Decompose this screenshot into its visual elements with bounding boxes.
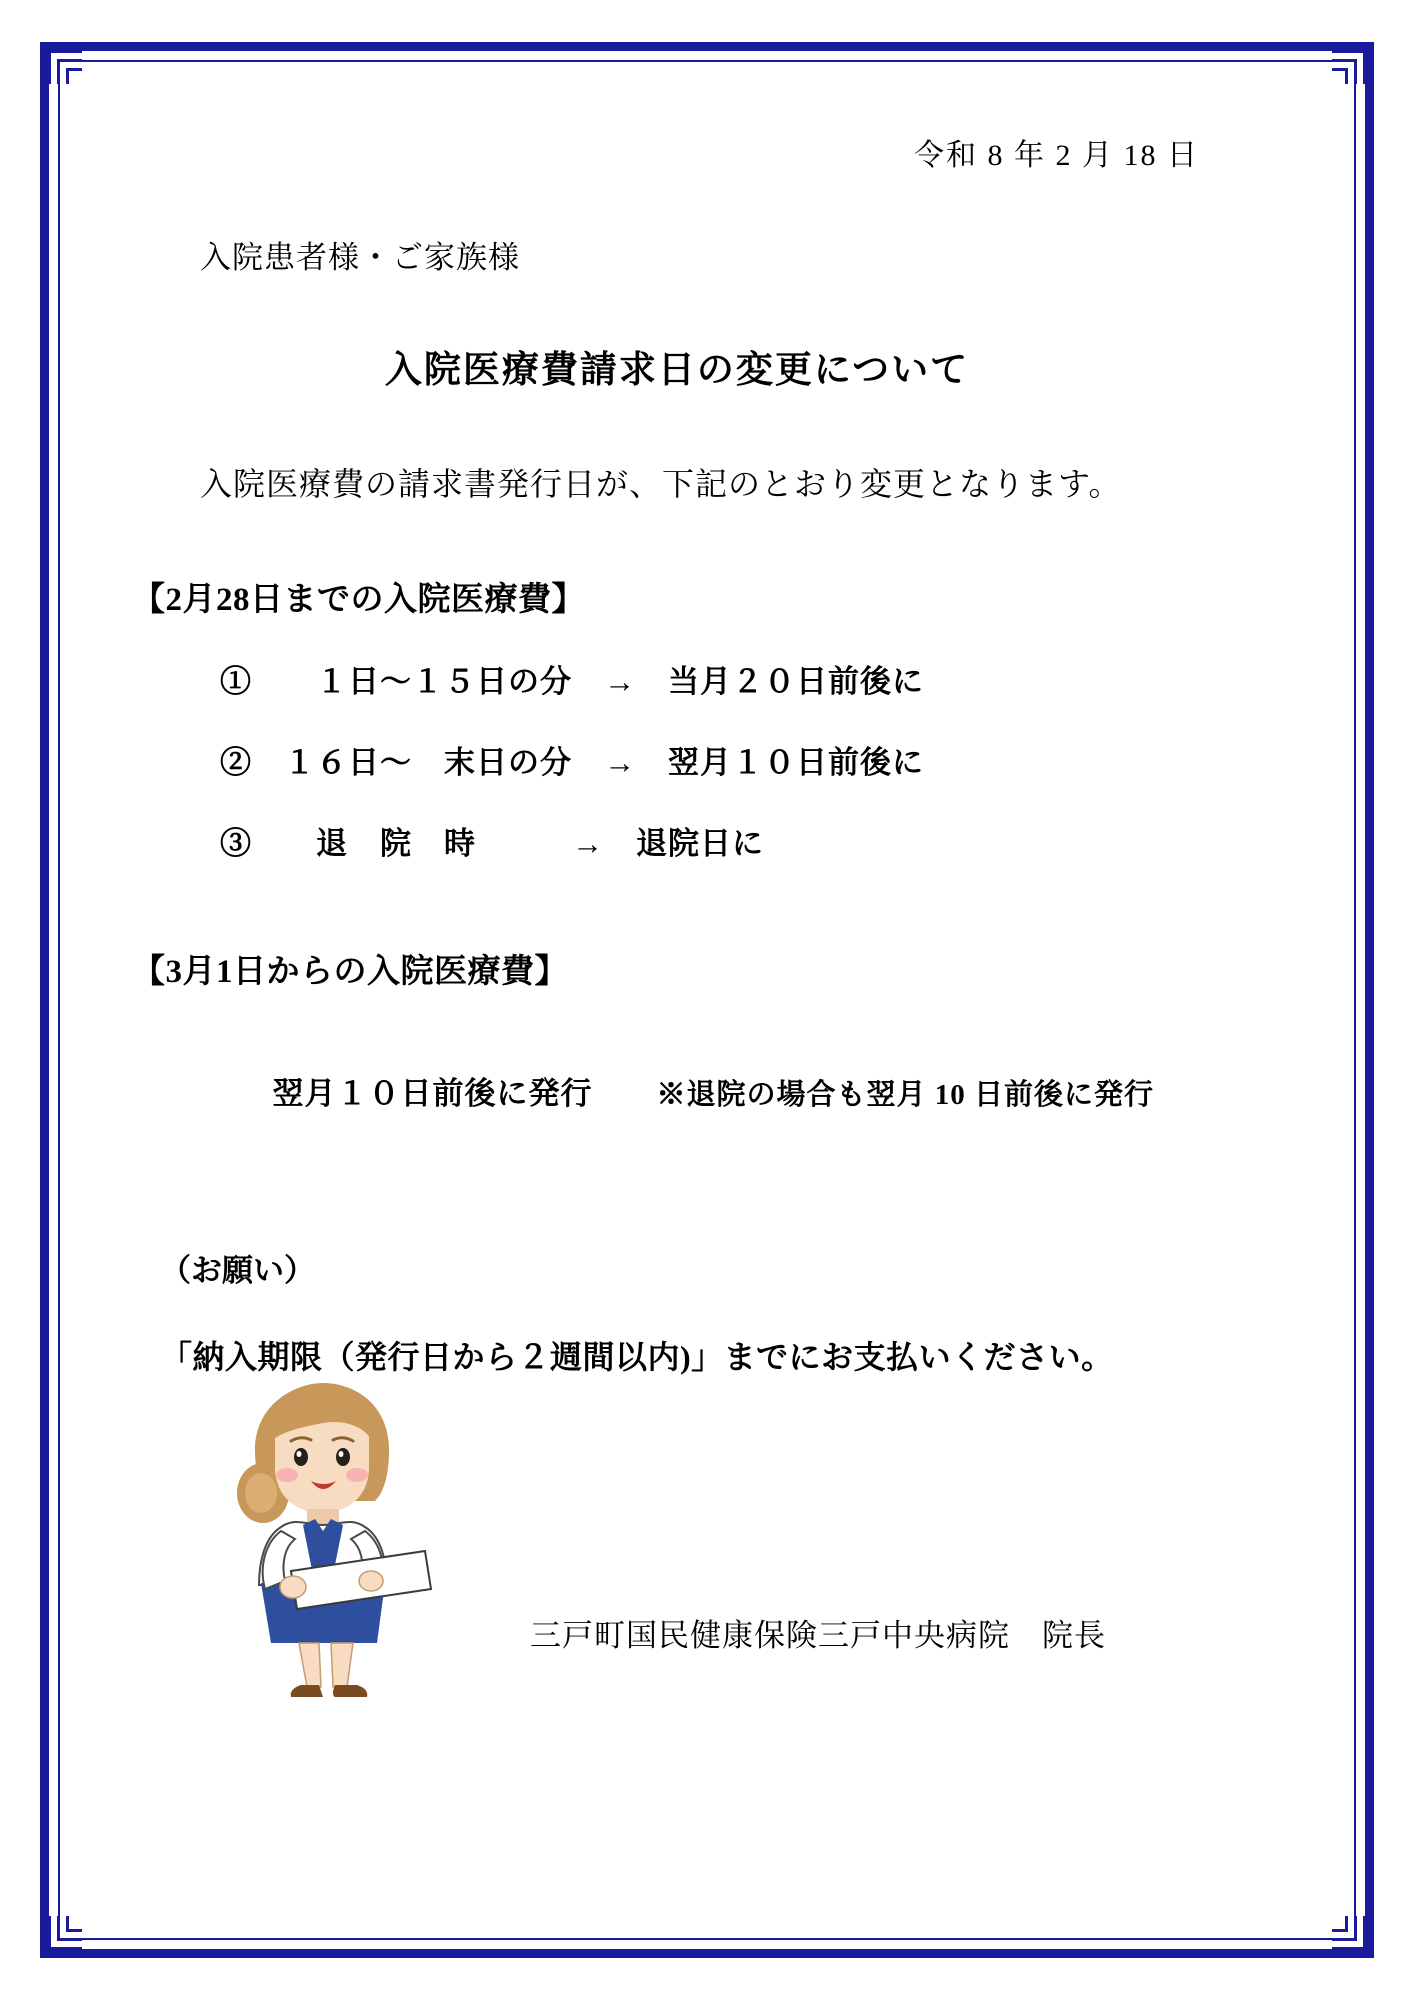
section-heading-march: 【3月1日からの入院医療費】 xyxy=(132,954,568,990)
document-content xyxy=(110,130,1304,1378)
request-heading: （お願い） xyxy=(160,1253,315,1288)
list-item: ③ 退 院 時 → 退院日に xyxy=(220,826,764,861)
lead-paragraph: 入院医療費の請求書発行日が、下記のとおり変更となります。 xyxy=(200,466,1122,502)
page-title: 入院医療費請求日の変更について xyxy=(384,350,970,391)
corner-ornament-top-right xyxy=(1332,50,1366,84)
addressee: 入院患者様・ご家族様 xyxy=(200,240,520,275)
issue-schedule-note: ※退院の場合も翌月 10 日前後に発行 xyxy=(656,1079,1155,1111)
document-date: 令和 8 年 2 月 18 日 xyxy=(914,139,1199,172)
signature-line: 三戸町国民健康保険三戸中央病院 院長 xyxy=(530,1618,1106,1653)
issue-schedule-text: 翌月１０日前後に発行 xyxy=(272,1076,593,1111)
list-item: ① １日〜１５日の分 → 当月２０日前後に xyxy=(220,664,924,699)
nurse-with-document-illustration xyxy=(195,1375,455,1705)
corner-ornament-top-left xyxy=(48,50,82,84)
section-heading-february: 【2月28日までの入院医療費】 xyxy=(132,582,585,618)
corner-ornament-bottom-left xyxy=(48,1916,82,1950)
corner-ornament-bottom-right xyxy=(1332,1916,1366,1950)
list-item: ② １６日〜 末日の分 → 翌月１０日前後に xyxy=(220,745,924,780)
issue-schedule-line xyxy=(220,1032,1304,1149)
request-body: 「納入期限（発行日から２週間以内)」までにお支払いください。 xyxy=(160,1339,1114,1375)
